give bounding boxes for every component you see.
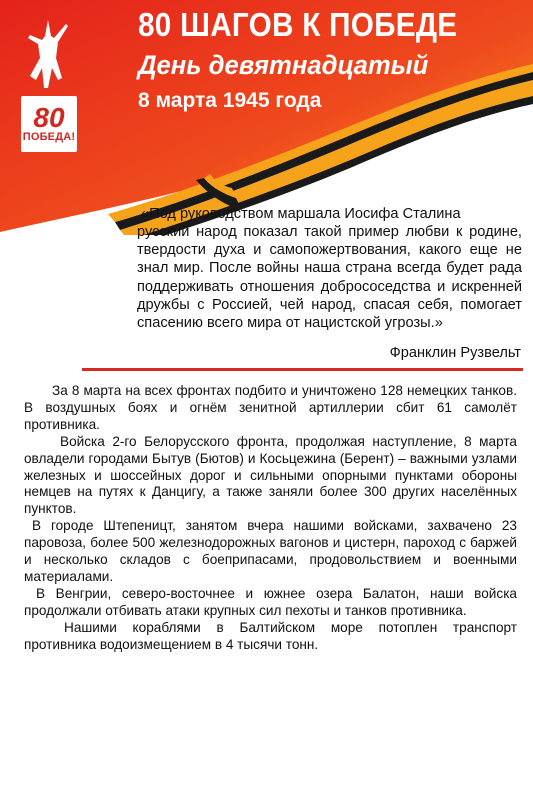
motherland-statue-icon (18, 18, 78, 98)
body-paragraph: Войска 2-го Белорусского фронта, продолжая наступление, 8 марта овладели городами Бытув (Бютов) и Косьцежина (Берент) – важными узлами железных и шоссейных дорог и сильными опорными пунктами обороны немцев на путях к Данцигу, а также заняли более 300 других населённых пунктов. (24, 433, 517, 517)
body-paragraph: Нашими кораблями в Балтийском море потоплен транспорт противника водоизмещением в 4 тысячи тонн. (24, 619, 517, 652)
logo (18, 18, 78, 143)
quote-line: «Под руководством маршала Иосифа Сталина (141, 206, 461, 222)
article-body (24, 383, 517, 654)
quote-continuation (137, 223, 522, 332)
logo-word: ПОБЕДА! (22, 131, 76, 143)
body-paragraph: За 8 марта на всех фронтах подбито и уничтожено 128 немецких танков. В воздушных боях и огнём зенитной артиллерии сбит 61 самолёт противника. (24, 383, 517, 432)
day-subtitle: День девятнадцатый (138, 50, 429, 80)
date-heading: 8 марта 1945 года (138, 89, 322, 112)
logo-badge (21, 96, 77, 152)
logo-number: 80 (33, 102, 65, 133)
quote-block (137, 205, 522, 223)
divider-line (82, 368, 523, 371)
page-title: 80 ШАГОВ К ПОБЕДЕ (138, 6, 458, 43)
quote-author: Франклин Рузвельт (389, 345, 521, 361)
quote-line: русский народ показал такой пример любви к родине, твердости духа и самопожертвования, какого еще не знал мир. После войны наша страна всегда будет рада поддерживать отношения добрососедства и искренней дружбы с Россией, чей народ, спасая себя, помогает спасению всего мира от нацистской угрозы.» (137, 224, 522, 332)
body-paragraph: В городе Штепеницт, занятом вчера нашими войсками, захвачено 23 паровоза, более 500 железнодорожных вагонов и цистерн, пароход с баржей и несколько складов с боеприпасами, продовольствием и военными материалами. (24, 518, 517, 584)
body-paragraph: В Венгрии, северо-восточнее и южнее озера Балатон, наши войска продолжали отбивать атаки крупных сил пехоты и танков противника. (24, 585, 517, 618)
header-banner (0, 0, 533, 235)
